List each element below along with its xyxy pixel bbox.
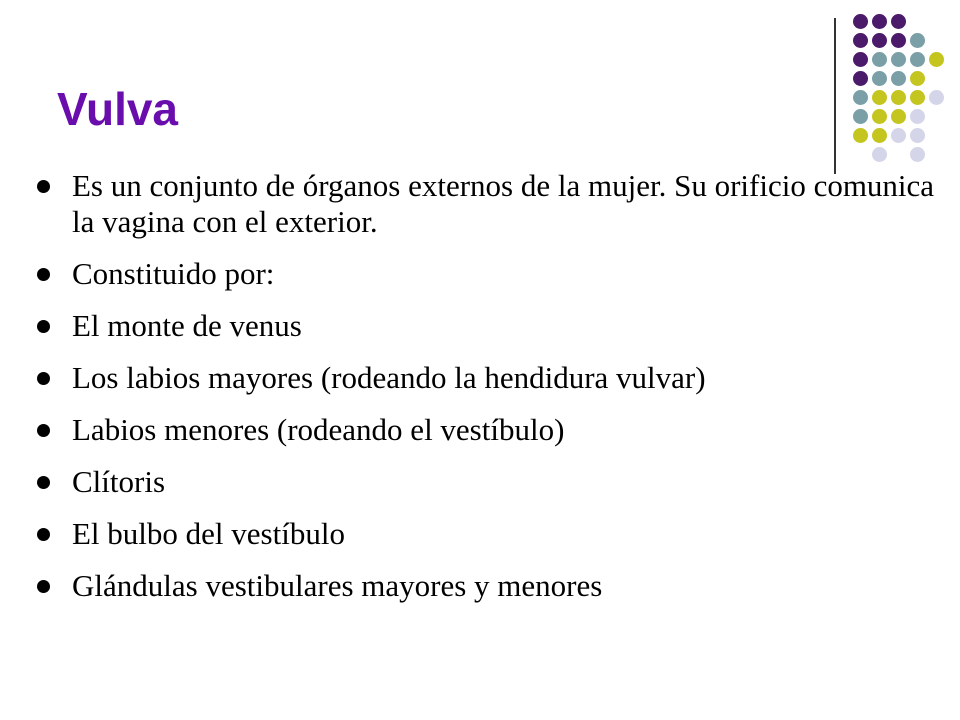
decorative-dot bbox=[853, 71, 868, 86]
decorative-dot bbox=[853, 14, 868, 29]
decorative-dot bbox=[929, 52, 944, 67]
decorative-dot bbox=[891, 128, 906, 143]
bullet-item bbox=[37, 568, 937, 604]
decorative-dot bbox=[853, 128, 868, 143]
decorative-dot bbox=[910, 128, 925, 143]
decorative-dot bbox=[910, 33, 925, 48]
decorative-dot bbox=[910, 52, 925, 67]
bullet-text: Labios menores (rodeando el vestíbulo) bbox=[72, 412, 565, 447]
bullet-text: Los labios mayores (rodeando la hendidura vulvar) bbox=[72, 360, 706, 395]
bullet-text: Es un conjunto de órganos externos de la mujer. Su orificio comunica la vagina con el exterior. bbox=[72, 168, 935, 239]
decorative-dot bbox=[891, 14, 906, 29]
decorative-dot bbox=[910, 109, 925, 124]
bullet-icon bbox=[37, 180, 50, 193]
bullet-item bbox=[37, 360, 937, 396]
decorative-dot bbox=[872, 109, 887, 124]
bullet-icon bbox=[37, 528, 50, 541]
decorative-dot bbox=[872, 14, 887, 29]
bullet-icon bbox=[37, 268, 50, 281]
decorative-dot bbox=[872, 147, 887, 162]
bullet-icon bbox=[37, 372, 50, 385]
decorative-dot bbox=[853, 52, 868, 67]
decorative-dot bbox=[891, 71, 906, 86]
bullet-item bbox=[37, 412, 937, 448]
bullet-item bbox=[37, 256, 937, 292]
decorative-dot bbox=[891, 52, 906, 67]
decorative-dot bbox=[910, 147, 925, 162]
decorative-dot bbox=[891, 33, 906, 48]
bullet-text: Clítoris bbox=[72, 464, 166, 499]
bullet-item bbox=[37, 516, 937, 552]
decorative-dot bbox=[853, 90, 868, 105]
bullet-item bbox=[37, 464, 937, 500]
bullet-text: El monte de venus bbox=[72, 308, 302, 343]
decorative-dot bbox=[891, 90, 906, 105]
decorative-dot bbox=[910, 71, 925, 86]
decorative-dot bbox=[872, 33, 887, 48]
bullet-icon bbox=[37, 476, 50, 489]
bullet-icon bbox=[37, 320, 50, 333]
decorative-dot bbox=[891, 109, 906, 124]
decorative-dot bbox=[872, 90, 887, 105]
decorative-dot bbox=[910, 90, 925, 105]
bullet-icon bbox=[37, 580, 50, 593]
decorative-dot bbox=[872, 71, 887, 86]
bullet-text: El bulbo del vestíbulo bbox=[72, 516, 345, 551]
bullet-item bbox=[37, 308, 937, 344]
slide-title: Vulva bbox=[57, 83, 179, 135]
bullet-item bbox=[37, 168, 937, 240]
decorative-dot bbox=[872, 52, 887, 67]
bullet-text: Constituido por: bbox=[72, 256, 275, 291]
decorative-dot bbox=[853, 109, 868, 124]
decorative-dot bbox=[872, 128, 887, 143]
decorative-dot bbox=[929, 90, 944, 105]
decorative-dot bbox=[853, 33, 868, 48]
bullet-list bbox=[37, 168, 937, 620]
bullet-text: Glándulas vestibulares mayores y menores bbox=[72, 568, 603, 603]
bullet-icon bbox=[37, 424, 50, 437]
